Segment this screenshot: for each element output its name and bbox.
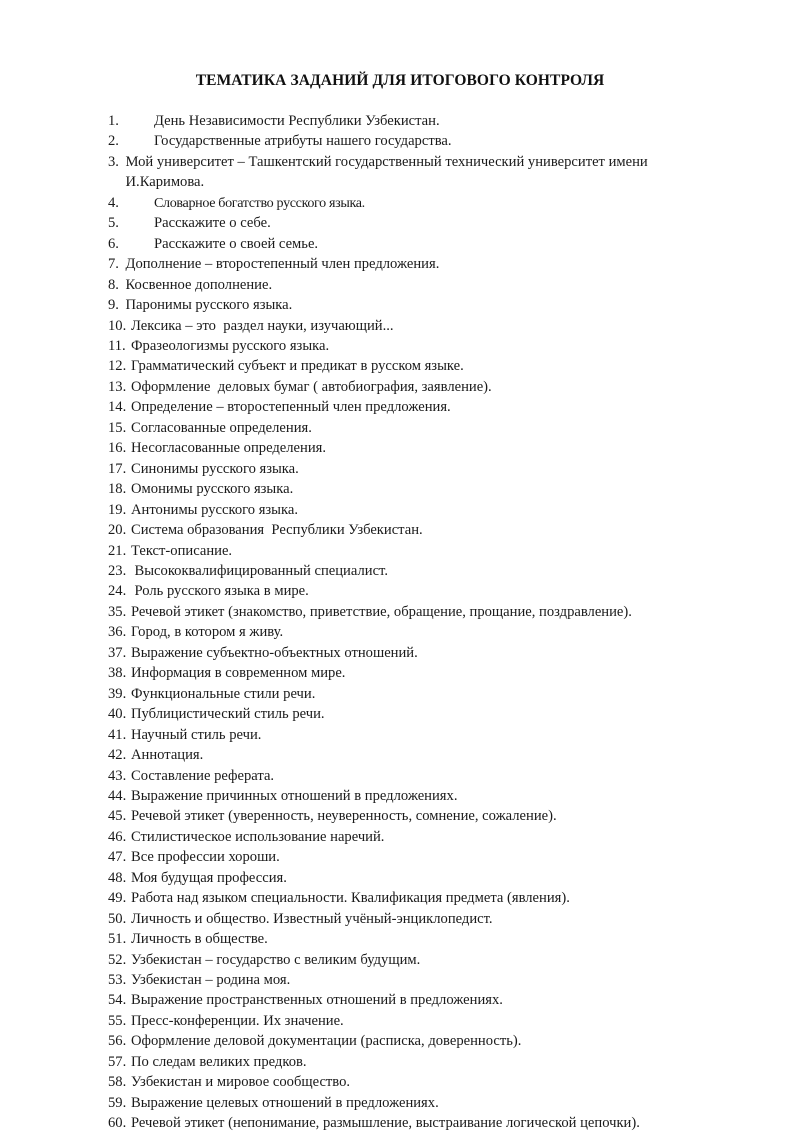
- list-item-text: Лексика – это раздел науки, изучающий...: [131, 317, 394, 334]
- list-item-text: Выражение причинных отношений в предложениях.: [131, 787, 458, 804]
- list-item: [108, 663, 708, 683]
- list-item-text: Речевой этикет (непонимание, размышление, выстраивание логической цепочки).: [131, 1115, 640, 1131]
- list-item: [108, 377, 708, 397]
- list-item: [108, 1011, 708, 1031]
- list-item: [108, 479, 708, 499]
- list-item-text: Речевой этикет (уверенность, неуверенность, сомнение, сожаление).: [131, 808, 557, 825]
- page-title: ТЕМАТИКА ЗАДАНИЙ ДЛЯ ИТОГОВОГО КОНТРОЛЯ: [195, 72, 605, 89]
- list-item: [108, 131, 708, 151]
- list-item: [108, 1072, 708, 1092]
- list-item-number: 56.: [108, 1033, 127, 1050]
- list-item: [108, 622, 708, 642]
- list-item: [108, 950, 708, 970]
- list-item-number: 40.: [108, 706, 127, 723]
- list-item-number: 44.: [108, 787, 127, 804]
- list-item-text: Мой университет – Ташкентский государственный технический университет имени И.Каримова.: [125, 153, 652, 191]
- list-item: [108, 602, 708, 622]
- list-item-text: Государственные атрибуты нашего государства.: [154, 133, 452, 150]
- list-item-number: 23.: [108, 562, 127, 579]
- list-item-text: Текст-описание.: [131, 542, 233, 559]
- list-item-text: Грамматический субъект и предикат в русском языке.: [131, 358, 464, 375]
- list-item: [108, 990, 708, 1010]
- list-item-text: Определение – второстепенный член предложения.: [131, 399, 451, 416]
- list-item-text: Узбекистан – государство с великим будущим.: [131, 951, 421, 968]
- list-item-number: 11.: [108, 337, 126, 354]
- list-item-number: 38.: [108, 665, 127, 682]
- list-item-text: Аннотация.: [131, 747, 204, 764]
- list-item-number: 42.: [108, 747, 127, 764]
- list-item-text: Личность и общество. Известный учёный-энциклопедист.: [131, 910, 493, 927]
- list-item-text: Антонимы русского языка.: [131, 501, 298, 518]
- list-item-text: Высококвалифицированный специалист.: [134, 562, 388, 579]
- list-item-text: Пресс-конференции. Их значение.: [131, 1012, 344, 1029]
- list-item: [108, 929, 708, 949]
- list-item-number: 43.: [108, 767, 127, 784]
- list-item-text: Функциональные стили речи.: [131, 685, 316, 702]
- list-item: [108, 704, 708, 724]
- list-item-number: 8.: [108, 276, 119, 293]
- list-item: [108, 806, 708, 826]
- list-item-text: Синонимы русского языка.: [131, 460, 299, 477]
- list-item: [108, 541, 708, 561]
- list-item: [108, 766, 708, 786]
- list-item-text: Выражение субъектно-объектных отношений.: [131, 644, 418, 661]
- list-item-number: 2.: [108, 133, 119, 150]
- list-item-number: 15.: [108, 419, 127, 436]
- list-item-text: Дополнение – второстепенный член предложения.: [125, 256, 440, 273]
- list-item-text: По следам великих предков.: [131, 1053, 307, 1070]
- list-item-number: 45.: [108, 808, 127, 825]
- list-item-number: 49.: [108, 890, 127, 907]
- list-item: [108, 397, 708, 417]
- list-item: [108, 418, 708, 438]
- list-item: [108, 581, 708, 601]
- list-item-text: Публицистический стиль речи.: [131, 706, 325, 723]
- list-item: [108, 520, 708, 540]
- list-item: [108, 1052, 708, 1072]
- list-item-text: Узбекистан – родина моя.: [131, 972, 291, 989]
- list-item: [108, 254, 708, 274]
- list-item-text: Оформление деловых бумаг ( автобиография, заявление).: [131, 378, 492, 395]
- list-item-number: 20.: [108, 522, 127, 539]
- list-item-number: 51.: [108, 931, 127, 948]
- list-item-text: День Независимости Республики Узбекистан.: [154, 113, 440, 129]
- list-item-number: 54.: [108, 992, 127, 1009]
- list-item-number: 47.: [108, 849, 127, 866]
- list-item: [108, 643, 708, 663]
- list-item-number: 21.: [108, 542, 127, 559]
- list-item: [108, 295, 708, 315]
- list-item-text: Узбекистан и мировое сообщество.: [131, 1074, 351, 1091]
- list-item-number: 53.: [108, 972, 127, 989]
- list-item: [108, 909, 708, 929]
- list-item: [108, 970, 708, 990]
- list-item: [108, 213, 708, 233]
- list-item-number: 55.: [108, 1012, 127, 1029]
- list-item-number: 52.: [108, 951, 127, 968]
- list-item-number: 24.: [108, 583, 127, 600]
- list-item-number: 5.: [108, 215, 119, 232]
- list-item: [108, 1031, 708, 1051]
- list-item-number: 59.: [108, 1094, 127, 1111]
- list-item-number: 35.: [108, 603, 127, 620]
- list-item-number: 48.: [108, 869, 127, 886]
- list-item-number: 46.: [108, 828, 127, 845]
- list-item-number: 57.: [108, 1053, 127, 1070]
- list-item-text: Научный стиль речи.: [131, 726, 262, 743]
- list-item: [108, 888, 708, 908]
- list-item-text: Моя будущая профессия.: [131, 869, 287, 886]
- list-item: [108, 316, 708, 336]
- list-item: [108, 111, 708, 131]
- list-item: [108, 786, 708, 806]
- list-item-number: 58.: [108, 1074, 127, 1091]
- list-item-number: 37.: [108, 644, 127, 661]
- list-item-number: 12.: [108, 358, 127, 375]
- list-item: [108, 684, 708, 704]
- list-item-text: Составление реферата.: [131, 767, 275, 784]
- list-item-number: 36.: [108, 624, 127, 641]
- list-item-number: 10.: [108, 317, 127, 334]
- list-item-number: 9.: [108, 297, 119, 314]
- list-item-text: Оформление деловой документации (расписка, доверенность).: [131, 1033, 522, 1050]
- list-item: [108, 827, 708, 847]
- list-item-text: Омонимы русского языка.: [131, 481, 294, 498]
- task-list: [108, 111, 708, 1131]
- list-item-text: Город, в котором я живу.: [131, 624, 284, 641]
- list-item-number: 3.: [108, 153, 119, 170]
- list-item: [108, 193, 708, 213]
- list-item: [108, 152, 708, 193]
- list-item-text: Согласованные определения.: [131, 419, 312, 436]
- list-item: [108, 438, 708, 458]
- list-item-text: Фразеологизмы русского языка.: [131, 337, 330, 354]
- list-item-text: Информация в современном мире.: [131, 665, 346, 682]
- list-item-text: Косвенное дополнение.: [125, 276, 273, 293]
- list-item-number: 19.: [108, 501, 127, 518]
- list-item-text: Расскажите о себе.: [154, 215, 271, 232]
- list-item-text: Все профессии хороши.: [131, 849, 280, 866]
- list-item: [108, 356, 708, 376]
- list-item: [108, 234, 708, 254]
- list-item-text: Словарное богатство русского языка.: [154, 194, 365, 211]
- list-item-text: Система образования Республики Узбекистан.: [131, 522, 423, 539]
- list-item-number: 18.: [108, 481, 127, 498]
- list-item-text: Расскажите о своей семье.: [154, 235, 319, 252]
- list-item: [108, 459, 708, 479]
- list-item-number: 50.: [108, 910, 127, 927]
- list-item-number: 4.: [108, 194, 119, 211]
- list-item: [108, 1093, 708, 1113]
- list-item: [108, 500, 708, 520]
- list-item-text: Несогласованные определения.: [131, 440, 326, 457]
- list-item: [108, 1113, 708, 1131]
- list-item-number: 6.: [108, 235, 119, 252]
- list-item-number: 13.: [108, 378, 127, 395]
- list-item-number: 41.: [108, 726, 127, 743]
- list-item-text: Стилистическое использование наречий.: [131, 828, 385, 845]
- list-item: [108, 745, 708, 765]
- list-item-number: 60.: [108, 1115, 127, 1131]
- list-item: [108, 847, 708, 867]
- list-item-number: 7.: [108, 256, 119, 273]
- list-item-text: Работа над языком специальности. Квалификация предмета (явления).: [131, 890, 570, 907]
- list-item-text: Выражение целевых отношений в предложениях.: [131, 1094, 439, 1111]
- list-item-text: Паронимы русского языка.: [125, 297, 293, 314]
- list-item-number: 17.: [108, 460, 127, 477]
- list-item-number: 16.: [108, 440, 127, 457]
- list-item-text: Речевой этикет (знакомство, приветствие, обращение, прощание, поздравление).: [131, 603, 632, 620]
- list-item-number: 14.: [108, 399, 127, 416]
- list-item: [108, 725, 708, 745]
- list-item-text: Личность в обществе.: [131, 931, 268, 948]
- list-item: [108, 561, 708, 581]
- list-item: [108, 275, 708, 295]
- list-item-number: 1.: [108, 113, 119, 129]
- list-item-text: Роль русского языка в мире.: [134, 583, 309, 600]
- list-item-number: 39.: [108, 685, 127, 702]
- list-item: [108, 868, 708, 888]
- list-item: [108, 336, 708, 356]
- list-item-text: Выражение пространственных отношений в предложениях.: [131, 992, 503, 1009]
